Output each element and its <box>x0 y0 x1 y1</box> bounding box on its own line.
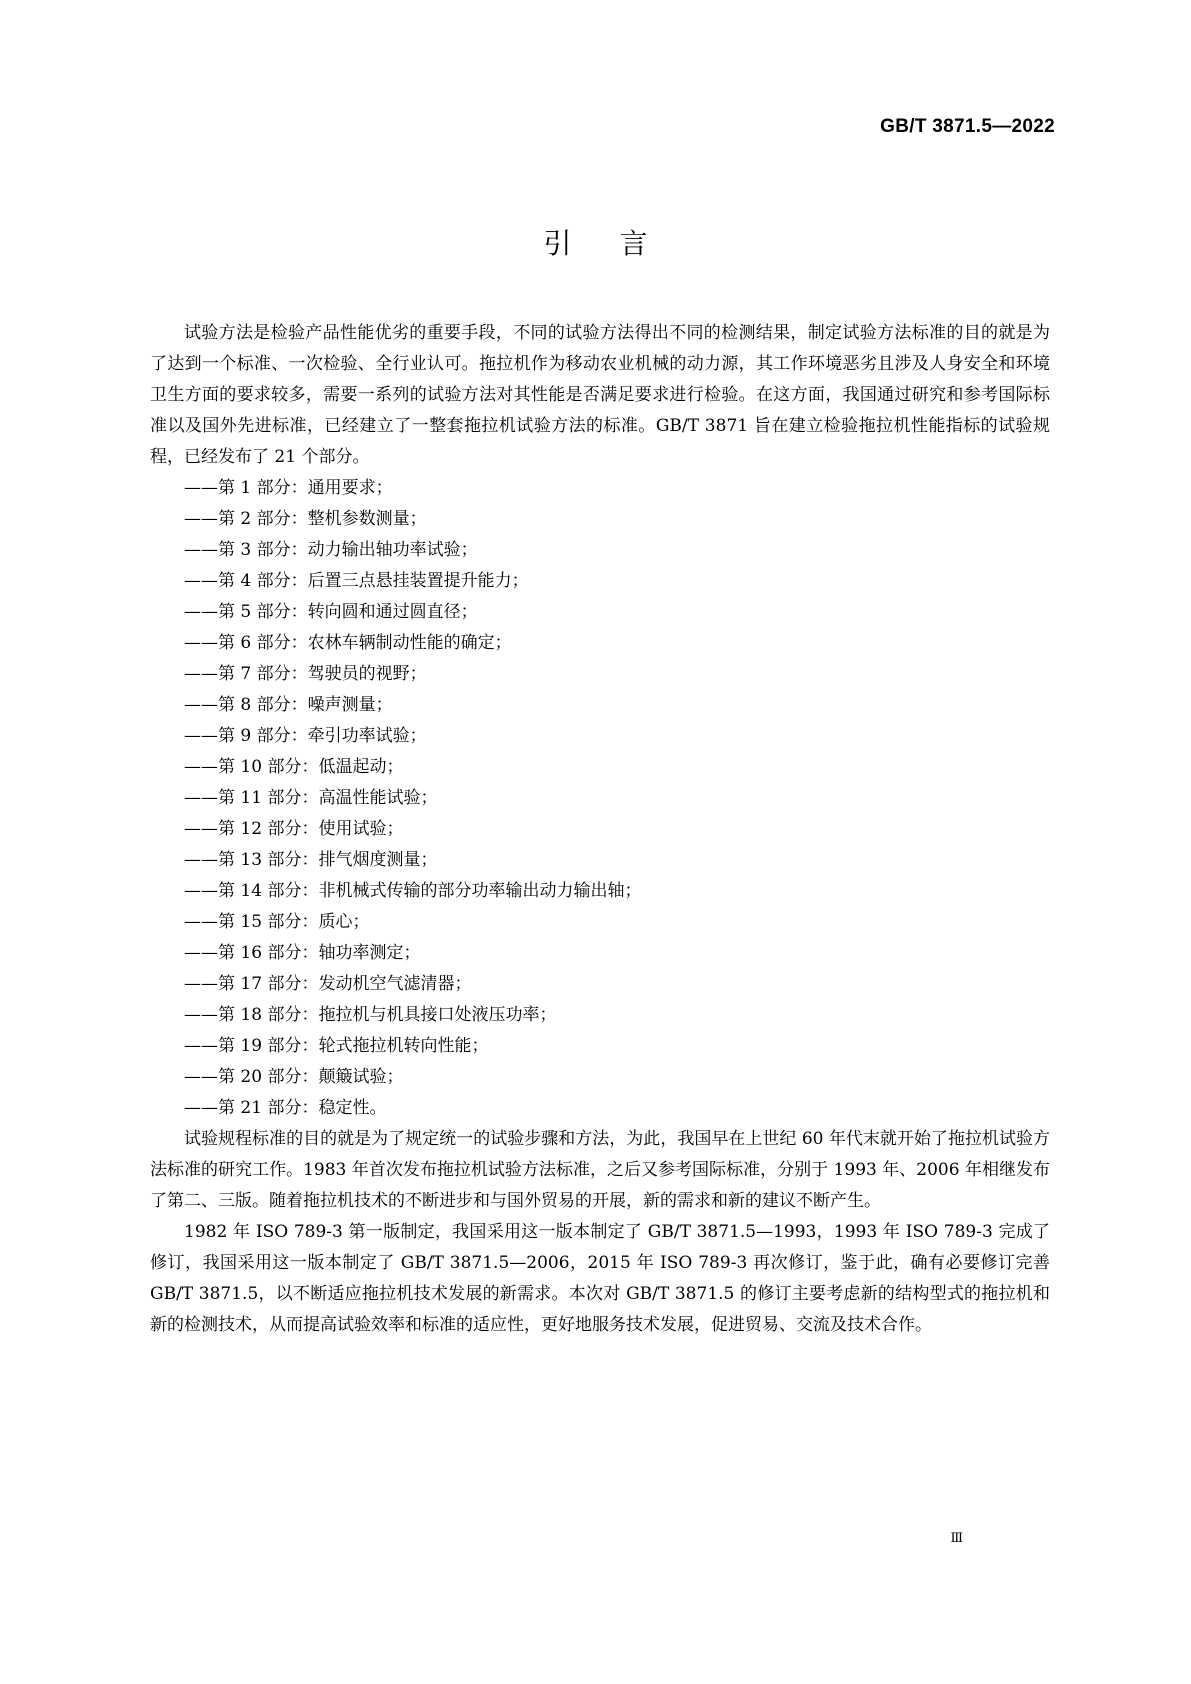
list-item: ——第 13 部分：排气烟度测量； <box>184 850 438 870</box>
list-item: ——第 20 部分：颠簸试验； <box>184 1067 404 1087</box>
list-item: ——第 10 部分：低温起动； <box>184 757 404 777</box>
list-item: ——第 9 部分：牵引功率试验； <box>184 726 427 746</box>
list-item: ——第 6 部分：农林车辆制动性能的确定； <box>184 633 512 653</box>
list-item: ——第 4 部分：后置三点悬挂装置提升能力； <box>184 571 529 591</box>
page-title: 引言 <box>543 227 696 260</box>
document-body <box>150 318 1050 1341</box>
list-item: ——第 12 部分：使用试验； <box>184 819 404 839</box>
parts-list <box>150 473 1050 1124</box>
list-item: ——第 2 部分：整机参数测量； <box>184 509 427 529</box>
list-item: ——第 3 部分：动力输出轴功率试验； <box>184 540 478 560</box>
list-item: ——第 1 部分：通用要求； <box>184 478 393 498</box>
list-item: ——第 17 部分：发动机空气滤清器； <box>184 974 472 994</box>
revision-paragraph: 1982 年 ISO 789-3 第一版制定，我国采用这一版本制定了 GB/T 3871.5—1993，1993 年 ISO 789-3 完成了修订，我国采用这一版本制定了 GB/T 3871.5—2006，2015 年 ISO 789-3 再次修订，鉴于此，确有必要修订完善 GB/T 3871.5，以不断适应拖拉机技术发展的新需求。本次对 GB/T 3871.5 的修订主要考虑新的结构型式的拖拉机和新的检测技术，从而提高试验效率和标准的适应性，更好地服务技术发展，促进贸易、交流及技术合作。 <box>150 1222 1050 1335</box>
history-paragraph: 试验规程标准的目的就是为了规定统一的试验步骤和方法，为此，我国早在上世纪 60 年代末就开始了拖拉机试验方法标准的研究工作。1983 年首次发布拖拉机试验方法标准，之后又参考国际标准，分别于 1993 年、2006 年相继发布了第二、三版。随着拖拉机技术的不断进步和与国外贸易的开展，新的需求和新的建议不断产生。 <box>150 1129 1050 1211</box>
list-item: ——第 5 部分：转向圆和通过圆直径； <box>184 602 478 622</box>
standard-number: GB/T 3871.5—2022 <box>880 116 1055 137</box>
list-item: ——第 16 部分：轴功率测定； <box>184 943 421 963</box>
list-item: ——第 21 部分：稳定性。 <box>184 1098 387 1118</box>
list-item: ——第 14 部分：非机械式传输的部分功率输出动力输出轴； <box>184 881 642 901</box>
intro-paragraph: 试验方法是检验产品性能优劣的重要手段，不同的试验方法得出不同的检测结果，制定试验方法标准的目的就是为了达到一个标准、一次检验、全行业认可。拖拉机作为移动农业机械的动力源，其工作环境恶劣且涉及人身安全和环境卫生方面的要求较多，需要一系列的试验方法对其性能是否满足要求进行检验。在这方面，我国通过研究和参考国际标准以及国外先进标准，已经建立了一整套拖拉机试验方法的标准。GB/T 3871 旨在建立检验拖拉机性能指标的试验规程，已经发布了 21 个部分。 <box>150 323 1050 467</box>
list-item: ——第 8 部分：噪声测量； <box>184 695 393 715</box>
list-item: ——第 15 部分：质心； <box>184 912 370 932</box>
list-item: ——第 11 部分：高温性能试验； <box>184 788 438 808</box>
list-item: ——第 19 部分：轮式拖拉机转向性能； <box>184 1036 489 1056</box>
list-item: ——第 7 部分：驾驶员的视野； <box>184 664 427 684</box>
page-number: Ⅲ <box>950 1531 963 1546</box>
list-item: ——第 18 部分：拖拉机与机具接口处液压功率； <box>184 1005 557 1025</box>
